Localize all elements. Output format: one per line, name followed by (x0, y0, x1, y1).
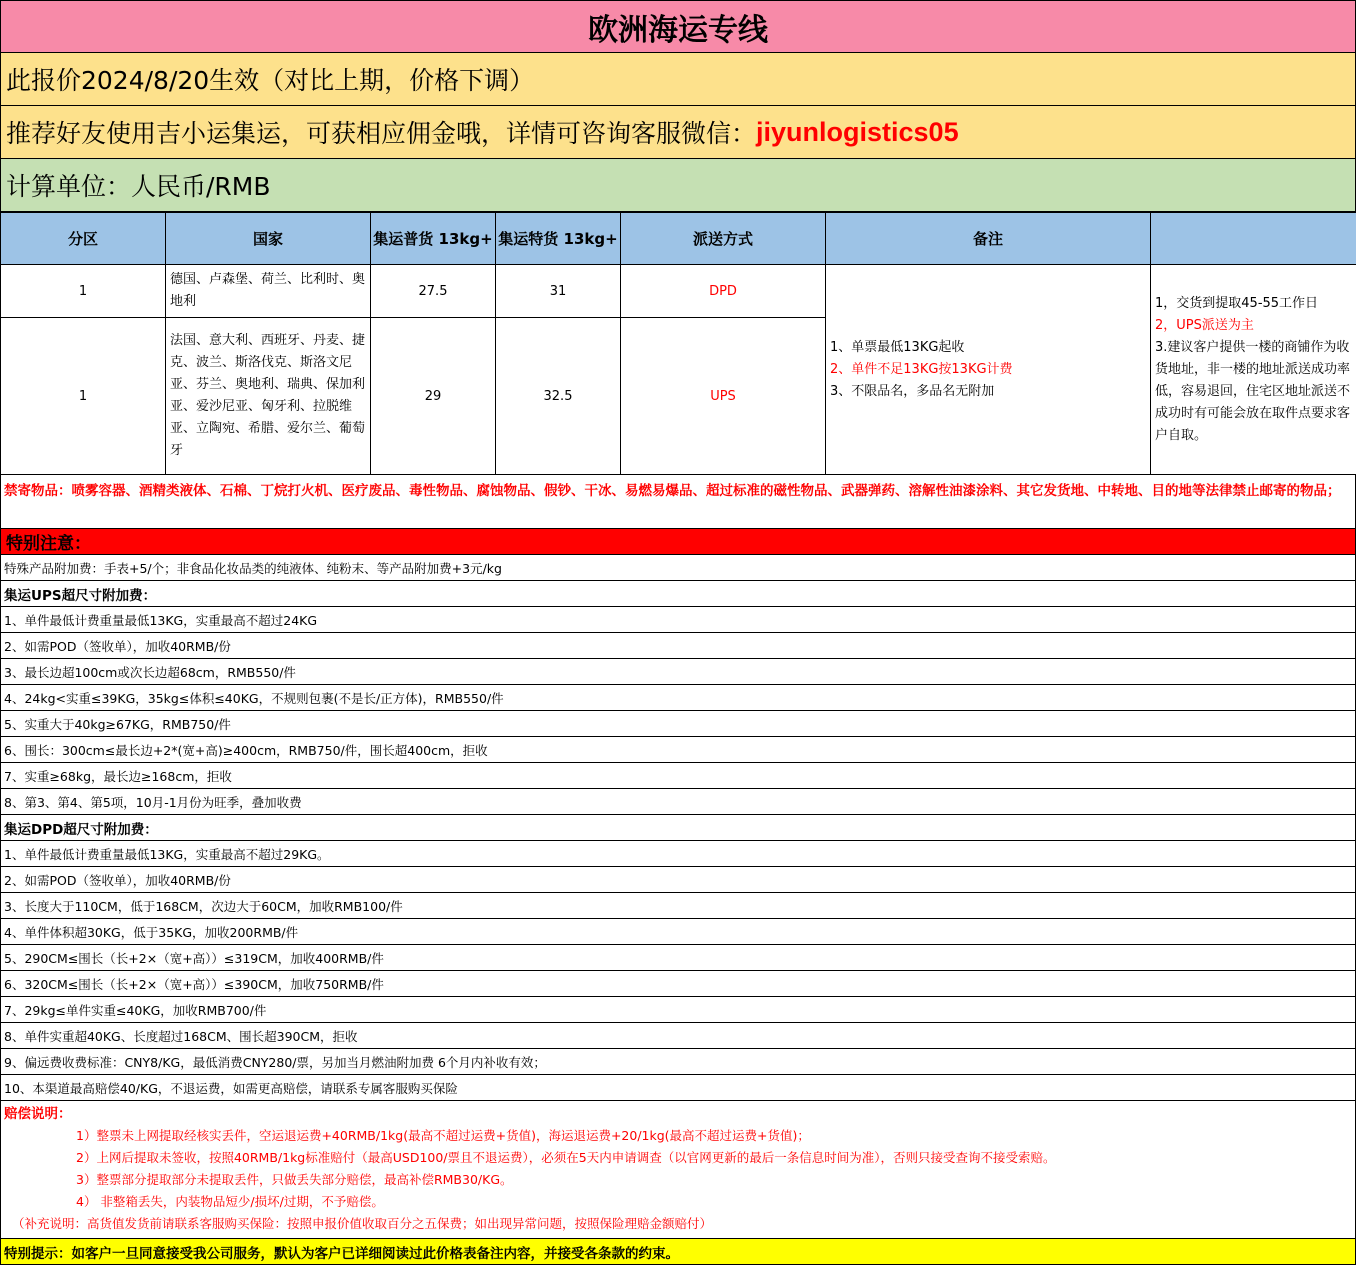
col-zone: 分区 (1, 213, 166, 265)
referral-banner (0, 106, 1356, 159)
list-item: 10、本渠道最高赔偿40/KG，不退运费，如需更高赔偿，请联系专属客服购买保险 (0, 1075, 1356, 1101)
compensation-supplement: （补充说明：高货值发货前请联系客服购买保险：按照申报价值收取百分之五保费；如出现异常问题，按照保险理赔金额赔付） (4, 1213, 1352, 1235)
list-item: 7、实重≥68kg，最长边≥168cm，拒收 (0, 763, 1356, 789)
effective-notice: 此报价2024/8/20生效（对比上期，价格下调） (0, 53, 1356, 106)
list-item: 1、单件最低计费重量最低13KG，实重最高不超过29KG。 (0, 841, 1356, 867)
list-item: 4、单件体积超30KG，低于35KG，加收200RMB/件 (0, 919, 1356, 945)
table-row (1, 265, 1356, 318)
col-delivery: 派送方式 (621, 213, 826, 265)
ups-surcharge-list (0, 607, 1356, 815)
zone-cell: 1 (1, 265, 166, 318)
list-item: 5、290CM≤围长（长+2×（宽+高））≤319CM，加收400RMB/件 (0, 945, 1356, 971)
list-item: 1）整票未上网提取经核实丢件，空运退运费+40RMB/1kg(最高不超过运费+货值)，海运退运费+20/1kg(最高不超过运费+货值)； (4, 1125, 1352, 1147)
list-item: 4） 非整箱丢失，内装物品短少/损坏/过期，不予赔偿。 (4, 1191, 1352, 1213)
special-surcharge: 特殊产品附加费：手表+5/个；非食品化妆品类的纯液体、纯粉末、等产品附加费+3元/kg (0, 555, 1356, 581)
forbidden-items: 禁寄物品：喷雾容器、酒精类液体、石棉、丁烷打火机、医疗废品、毒性物品、腐蚀物品、假钞、干冰、易燃易爆品、超过标准的磁性物品、武器弹药、溶解性油漆涂料、其它发货地、中转地、目的地等法律禁止邮寄的物品； (0, 475, 1356, 529)
remark-line: 2，UPS派送为主 (1155, 315, 1352, 337)
delivery-cell: UPS (621, 318, 826, 475)
special-price-cell: 32.5 (496, 318, 621, 475)
price-table (0, 212, 1356, 475)
remark-line: 3.建议客户提供一楼的商铺作为收货地址，非一楼的地址派送成功率低，容易退回，住宅区地址派送不成功时有可能会放在取件点要求客户自取。 (1155, 337, 1352, 447)
page-title: 欧洲海运专线 (0, 0, 1356, 53)
dpd-surcharge-title: 集运DPD超尺寸附加费： (0, 815, 1356, 841)
special-notice: 特别注意： (0, 529, 1356, 555)
general-price-cell: 27.5 (371, 265, 496, 318)
list-item: 7、29kg≤单件实重≤40KG，加收RMB700/件 (0, 997, 1356, 1023)
list-item: 8、第3、第4、第5项，10月-1月份为旺季，叠加收费 (0, 789, 1356, 815)
note-line: 2、单件不足13KG按13KG计费 (830, 359, 1146, 381)
ups-surcharge-title: 集运UPS超尺寸附加费： (0, 581, 1356, 607)
list-item: 1、单件最低计费重量最低13KG，实重最高不超过24KG (0, 607, 1356, 633)
referral-text: 推荐好友使用吉小运集运，可获相应佣金哦，详情可咨询客服微信： (6, 114, 756, 150)
list-item: 3）整票部分提取部分未提取丢件，只做丢失部分赔偿，最高补偿RMB30/KG。 (4, 1169, 1352, 1191)
compensation-section (0, 1101, 1356, 1239)
remark-line: 1，交货到提取45-55工作日 (1155, 293, 1352, 315)
compensation-title: 赔偿说明： (4, 1103, 1352, 1125)
list-item: 6、320CM≤围长（长+2×（宽+高））≤390CM，加收750RMB/件 (0, 971, 1356, 997)
list-item: 8、单件实重超40KG、长度超过168CM、围长超390CM，拒收 (0, 1023, 1356, 1049)
list-item: 3、长度大于110CM，低于168CM，次边大于60CM，加收RMB100/件 (0, 893, 1356, 919)
col-extra (1151, 213, 1356, 265)
compensation-list (4, 1125, 1352, 1213)
col-general-goods: 集运普货 13kg+ (371, 213, 496, 265)
country-cell: 法国、意大利、西班牙、丹麦、捷克、波兰、斯洛伐克、斯洛文尼亚、芬兰、奥地利、瑞典、保加利亚、爱沙尼亚、匈牙利、拉脱维亚、立陶宛、希腊、爱尔兰、葡萄牙 (166, 318, 371, 475)
list-item: 5、实重大于40kg≥67KG，RMB750/件 (0, 711, 1356, 737)
general-price-cell: 29 (371, 318, 496, 475)
dpd-surcharge-list (0, 841, 1356, 1101)
special-tip: 特别提示：如客户一旦同意接受我公司服务，默认为客户已详细阅读过此价格表备注内容，并接受各条款的约束。 (0, 1239, 1356, 1265)
list-item: 6、围长：300cm≤最长边+2*(宽+高)≥400cm，RMB750/件，围长超400cm，拒收 (0, 737, 1356, 763)
note-cell (826, 265, 1151, 475)
list-item: 9、偏远费收费标准：CNY8/KG，最低消费CNY280/票，另加当月燃油附加费 6个月内补收有效； (0, 1049, 1356, 1075)
zone-cell: 1 (1, 318, 166, 475)
country-cell: 德国、卢森堡、荷兰、比利时、奥地利 (166, 265, 371, 318)
list-item: 2）上网后提取未签收，按照40RMB/1kg标准赔付（最高USD100/票且不退运费），必须在5天内申请调查（以官网更新的最后一条信息时间为准），否则只接受查询不接受索赔。 (4, 1147, 1352, 1169)
col-note: 备注 (826, 213, 1151, 265)
remark-cell (1151, 265, 1356, 475)
special-price-cell: 31 (496, 265, 621, 318)
wechat-id: jiyunlogistics05 (756, 117, 959, 148)
list-item: 3、最长边超100cm或次长边超68cm，RMB550/件 (0, 659, 1356, 685)
price-table-header (1, 213, 1356, 265)
col-special-goods: 集运特货 13kg+ (496, 213, 621, 265)
currency-unit: 计算单位：人民币/RMB (0, 159, 1356, 212)
note-line: 1、单票最低13KG起收 (830, 337, 1146, 359)
list-item: 4、24kg<实重≤39KG，35kg≤体积≤40KG，不规则包裹(不是长/正方体)，RMB550/件 (0, 685, 1356, 711)
col-country: 国家 (166, 213, 371, 265)
delivery-cell: DPD (621, 265, 826, 318)
list-item: 2、如需POD（签收单），加收40RMB/份 (0, 633, 1356, 659)
list-item: 2、如需POD（签收单），加收40RMB/份 (0, 867, 1356, 893)
note-line: 3、不限品名，多品名无附加 (830, 381, 1146, 403)
